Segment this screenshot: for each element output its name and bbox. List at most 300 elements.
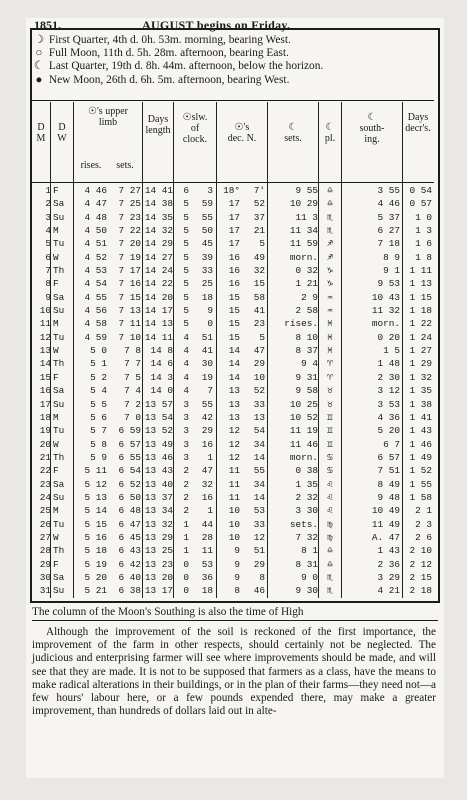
cell-moon-southing: 2 30 — [377, 371, 400, 383]
cell-slow-sec: 45 — [201, 238, 213, 250]
table-row — [32, 331, 434, 344]
cell-moon-southing: 9 53 — [377, 278, 400, 290]
cell-dec-min: 49 — [253, 251, 265, 263]
cell-slow-min: 3 — [183, 425, 189, 437]
table-row — [32, 197, 434, 210]
cell-dec-deg: 16 — [228, 251, 240, 263]
full-moon-icon: ○ — [35, 47, 43, 60]
cell-days-length: 14 22 — [144, 278, 173, 290]
cell-day: 11 — [39, 318, 51, 330]
cell-slow-sec: 16 — [201, 491, 213, 503]
cell-moon-southing: 8 49 — [377, 478, 400, 490]
cell-moon-sets: 10 52 — [289, 411, 318, 423]
cell-weekday: Th — [53, 451, 65, 463]
table-row — [32, 411, 434, 424]
table-row — [32, 424, 434, 437]
cell-day: 29 — [39, 558, 51, 570]
cell-weekday: Tu — [53, 331, 65, 343]
cell-dec-min: 34 — [253, 478, 265, 490]
cell-dec-deg: 10 — [228, 518, 240, 530]
cell-moon-sets: 9 0 — [301, 571, 318, 583]
cell-slow-sec: 29 — [201, 425, 213, 437]
cell-sun-rises: 5 18 — [84, 545, 107, 557]
cell-dec-deg: 17 — [228, 225, 240, 237]
cell-days-decrease: 1 29 — [409, 358, 432, 370]
cell-slow-min: 2 — [183, 491, 189, 503]
cell-moon-sets: 11 46 — [289, 438, 318, 450]
cell-slow-min: 5 — [183, 291, 189, 303]
table-row — [32, 237, 434, 250]
new-moon-icon: ● — [35, 73, 43, 86]
cell-moon-sets: 7 32 — [295, 531, 318, 543]
cell-days-decrease: 1 3 — [415, 225, 432, 237]
cell-slow-min: 3 — [183, 411, 189, 423]
table-row — [32, 317, 434, 330]
table-row — [32, 518, 434, 531]
cell-moon-sets: 8 1 — [301, 545, 318, 557]
table-row — [32, 398, 434, 411]
cell-moon-southing: A. 47 — [371, 531, 400, 543]
cell-moon-southing: 11 49 — [371, 518, 400, 530]
cell-days-length: 14 11 — [144, 331, 173, 343]
cell-days-length: 13 54 — [144, 411, 173, 423]
cell-moon-southing: 4 46 — [377, 198, 400, 210]
cell-slow-sec: 51 — [201, 331, 213, 343]
cell-days-length: 13 57 — [144, 398, 173, 410]
cell-slow-sec: 53 — [201, 558, 213, 570]
cell-day: 31 — [39, 585, 51, 597]
cell-moon-sets: 11 59 — [289, 238, 318, 250]
cell-dec-min: 37 — [253, 211, 265, 223]
cell-weekday: Su — [53, 585, 65, 597]
cell-day: 14 — [39, 358, 51, 370]
cell-moon-place: ♎ — [327, 558, 333, 570]
cell-days-decrease: 1 13 — [409, 278, 432, 290]
cell-moon-place: ♐ — [327, 251, 333, 263]
cell-weekday: Su — [53, 211, 65, 223]
cell-days-decrease: 1 52 — [409, 465, 432, 477]
phase-new-moon — [32, 74, 434, 87]
cell-sun-rises: 5 20 — [84, 571, 107, 583]
cell-weekday: Su — [53, 398, 65, 410]
cell-days-length: 14 20 — [144, 291, 173, 303]
cell-sun-sets: 6 38 — [118, 585, 141, 597]
cell-moon-place: ♌ — [327, 505, 333, 517]
cell-days-length: 14 3 — [150, 371, 173, 383]
cell-sun-sets: 6 43 — [118, 545, 141, 557]
cell-moon-sets: 3 30 — [295, 505, 318, 517]
cell-slow-sec: 25 — [201, 278, 213, 290]
cell-moon-place: ♏ — [327, 211, 333, 223]
cell-dec-deg: 9 — [234, 545, 240, 557]
table-row — [32, 438, 434, 451]
cell-dec-min: 46 — [253, 585, 265, 597]
cell-slow-min: 2 — [183, 478, 189, 490]
cell-slow-sec: 19 — [201, 371, 213, 383]
cell-sun-rises: 5 16 — [84, 531, 107, 543]
cell-days-length: 14 17 — [144, 305, 173, 317]
cell-dec-deg: 17 — [228, 198, 240, 210]
cell-dec-min: 34 — [253, 438, 265, 450]
cell-dec-min: 21 — [253, 225, 265, 237]
cell-moon-sets: 9 4 — [301, 358, 318, 370]
cell-days-length: 14 13 — [144, 318, 173, 330]
cell-weekday: Tu — [53, 518, 65, 530]
cell-days-length: 14 6 — [150, 358, 173, 370]
cell-dec-deg: 11 — [228, 478, 240, 490]
cell-moon-sets: morn. — [289, 251, 318, 263]
cell-moon-place: ♒ — [327, 291, 333, 303]
cell-dec-min: 14 — [253, 491, 265, 503]
cell-days-decrease: 1 46 — [409, 438, 432, 450]
cell-dec-deg: 15 — [228, 331, 240, 343]
cell-days-decrease: 1 41 — [409, 411, 432, 423]
cell-slow-min: 4 — [183, 358, 189, 370]
cell-weekday: F — [53, 185, 59, 196]
cell-sun-rises: 4 50 — [84, 225, 107, 237]
cell-dec-min: 5 — [259, 331, 265, 343]
table-row — [32, 224, 434, 237]
table-row — [32, 504, 434, 517]
cell-days-length: 13 32 — [144, 518, 173, 530]
cell-dec-min: 29 — [253, 358, 265, 370]
cell-sun-sets: 7 8 — [124, 345, 141, 357]
cell-sun-rises: 4 48 — [84, 211, 107, 223]
col-days-decrease: Days decr's. — [405, 112, 431, 134]
table-row — [32, 211, 434, 224]
cell-day: 17 — [39, 398, 51, 410]
cell-days-length: 14 38 — [144, 198, 173, 210]
cell-days-length: 13 23 — [144, 558, 173, 570]
cell-dec-deg: 8 — [234, 585, 240, 597]
cell-sun-sets: 7 25 — [118, 198, 141, 210]
cell-weekday: M — [53, 225, 59, 237]
cell-sun-rises: 5 0 — [90, 345, 107, 357]
phase-last-quarter — [32, 60, 434, 73]
cell-weekday: Sa — [53, 478, 65, 490]
cell-moon-southing: 3 29 — [377, 571, 400, 583]
cell-days-length: 14 0 — [150, 385, 173, 397]
cell-slow-sec: 18 — [201, 585, 213, 597]
cell-days-decrease: 1 35 — [409, 385, 432, 397]
cell-days-decrease: 1 0 — [415, 211, 432, 223]
cell-day: 27 — [39, 531, 51, 543]
cell-moon-southing: 4 21 — [377, 585, 400, 597]
cell-moon-place: ♎ — [327, 198, 333, 210]
cell-sun-rises: 4 59 — [84, 331, 107, 343]
cell-sun-rises: 4 56 — [84, 305, 107, 317]
cell-days-decrease: 1 58 — [409, 491, 432, 503]
cell-day: 3 — [45, 211, 51, 223]
cell-weekday: Th — [53, 545, 65, 557]
cell-moon-sets: 9 30 — [295, 585, 318, 597]
cell-slow-min: 5 — [183, 238, 189, 250]
cell-slow-sec: 3 — [207, 185, 213, 196]
cell-sun-sets: 7 13 — [118, 305, 141, 317]
cell-slow-sec: 16 — [201, 438, 213, 450]
cell-dec-deg: 10 — [228, 505, 240, 517]
cell-moon-place: ♓ — [327, 318, 333, 330]
cell-dec-deg: 9 — [234, 558, 240, 570]
cell-dec-deg: 13 — [228, 385, 240, 397]
cell-sun-rises: 5 21 — [84, 585, 107, 597]
cell-day: 7 — [45, 265, 51, 277]
cell-slow-min: 5 — [183, 211, 189, 223]
cell-moon-sets: 11 19 — [289, 425, 318, 437]
cell-slow-sec: 11 — [201, 545, 213, 557]
phase-full-moon — [32, 47, 434, 60]
cell-days-length: 13 46 — [144, 451, 173, 463]
table-row — [32, 371, 434, 384]
cell-moon-place: ♊ — [327, 425, 333, 437]
cell-moon-sets: 8 10 — [295, 331, 318, 343]
cell-slow-min: 5 — [183, 265, 189, 277]
cell-weekday: M — [53, 411, 59, 423]
cell-moon-southing: 9 1 — [383, 265, 400, 277]
cell-slow-sec: 50 — [201, 225, 213, 237]
cell-days-decrease: 0 57 — [409, 198, 432, 210]
cell-dec-deg: 15 — [228, 318, 240, 330]
cell-weekday: Sa — [53, 291, 65, 303]
cell-sun-sets: 7 0 — [124, 411, 141, 423]
cell-moon-southing: 5 37 — [377, 211, 400, 223]
cell-moon-sets: 0 38 — [295, 465, 318, 477]
cell-days-decrease: 2 15 — [409, 571, 432, 583]
cell-sun-rises: 5 9 — [90, 451, 107, 463]
cell-weekday: M — [53, 318, 59, 330]
table-row — [32, 451, 434, 464]
cell-day: 10 — [39, 305, 51, 317]
cell-sun-sets: 6 55 — [118, 451, 141, 463]
cell-slow-sec: 39 — [201, 251, 213, 263]
essay-paragraph: Although the improvement of the soil is reckoned of the first importance, the improvement of the farm in other respects, should certainly not be neglected. The judicious and enterprising farmer will see where improvements should be made, and will see that they are made. It is not to be supposed that farmers as a class, have the means to make radical alterations in their buildings, or in the plan of their farms—they need not—a few hours' labour here, or a few pounds expended there, may make a greater improvement, than hundreds of dollars laid out in alte- — [32, 626, 436, 718]
cell-sun-rises: 4 47 — [84, 198, 107, 210]
cell-slow-sec: 9 — [207, 305, 213, 317]
cell-sun-sets: 7 20 — [118, 238, 141, 250]
cell-slow-sec: 42 — [201, 411, 213, 423]
cell-weekday: Su — [53, 305, 65, 317]
cell-moon-place: ♏ — [327, 225, 333, 237]
cell-day: 9 — [45, 291, 51, 303]
cell-moon-place: ♓ — [327, 345, 333, 357]
cell-weekday: Su — [53, 491, 65, 503]
col-slow-clock: ☉slw. of clock. — [182, 112, 208, 145]
table-row — [32, 264, 434, 277]
cell-dec-deg: 18° — [223, 185, 240, 196]
cell-days-decrease: 1 49 — [409, 451, 432, 463]
cell-slow-min: 4 — [183, 371, 189, 383]
cell-moon-place: ♎ — [327, 185, 333, 196]
cell-moon-place: ♌ — [327, 491, 333, 503]
col-day-week: D W — [57, 122, 67, 144]
cell-weekday: F — [53, 278, 59, 290]
cell-slow-min: 5 — [183, 225, 189, 237]
col-moon-place: ☾ pl. — [324, 122, 336, 144]
cell-slow-min: 4 — [183, 331, 189, 343]
cell-sun-sets: 7 17 — [118, 265, 141, 277]
cell-dec-deg: 11 — [228, 465, 240, 477]
col-day-month: D M — [36, 122, 46, 144]
cell-dec-deg: 17 — [228, 211, 240, 223]
phase-text: First Quarter, 4th d. 0h. 53m. morning, bearing West. — [48, 34, 291, 46]
cell-dec-deg: 15 — [228, 291, 240, 303]
cell-weekday: Sa — [53, 571, 65, 583]
cell-day: 20 — [39, 438, 51, 450]
cell-weekday: F — [53, 558, 59, 570]
cell-day: 26 — [39, 518, 51, 530]
col-moon-southing: ☾ south- ing. — [359, 112, 385, 145]
cell-moon-sets: 2 9 — [301, 291, 318, 303]
almanac-page — [26, 18, 444, 778]
cell-sun-sets: 7 7 — [124, 358, 141, 370]
cell-days-decrease: 2 18 — [409, 585, 432, 597]
cell-moon-southing: 11 32 — [371, 305, 400, 317]
cell-moon-sets: 10 25 — [289, 398, 318, 410]
cell-sun-sets: 6 54 — [118, 465, 141, 477]
col-sun-upper-limb: ☉'s upper limb — [88, 106, 128, 128]
cell-sun-rises: 5 14 — [84, 505, 107, 517]
cell-dec-deg: 13 — [228, 411, 240, 423]
cell-moon-sets: rises. — [284, 318, 318, 330]
cell-sun-sets: 6 48 — [118, 505, 141, 517]
cell-days-decrease: 1 55 — [409, 478, 432, 490]
cell-day: 19 — [39, 425, 51, 437]
cell-sun-sets: 6 50 — [118, 491, 141, 503]
cell-sun-sets: 6 47 — [118, 518, 141, 530]
table-row — [32, 344, 434, 357]
cell-dec-min: 7' — [253, 185, 265, 196]
cell-moon-place: ♊ — [327, 411, 333, 423]
cell-weekday: Th — [53, 358, 65, 370]
cell-slow-min: 1 — [183, 545, 189, 557]
southing-note: The column of the Moon's Southing is also the time of High — [32, 606, 438, 621]
cell-dec-min: 15 — [253, 278, 265, 290]
cell-moon-sets: 8 37 — [295, 345, 318, 357]
cell-slow-sec: 55 — [201, 211, 213, 223]
month-title: AUGUST begins on Friday. — [142, 18, 291, 32]
table-row — [32, 304, 434, 317]
cell-dec-min: 14 — [253, 451, 265, 463]
cell-slow-min: 6 — [183, 185, 189, 196]
cell-dec-deg: 17 — [228, 238, 240, 250]
cell-sun-sets: 7 11 — [118, 318, 141, 330]
phase-text: Last Quarter, 19th d. 8h. 44m. afternoon, below the horizon. — [48, 60, 324, 73]
cell-moon-southing: 3 12 — [377, 385, 400, 397]
cell-sun-rises: 5 6 — [90, 411, 107, 423]
cell-moon-place: ♊ — [327, 438, 333, 450]
cell-moon-place: ♑ — [327, 265, 333, 277]
cell-sun-sets: 7 5 — [124, 371, 141, 383]
cell-sun-rises: 5 4 — [90, 385, 107, 397]
cell-dec-deg: 13 — [228, 398, 240, 410]
cell-moon-place: ♐ — [327, 238, 333, 250]
table-row — [32, 531, 434, 544]
cell-days-decrease: 1 11 — [409, 265, 432, 277]
cell-weekday: W — [53, 345, 59, 357]
cell-slow-min: 0 — [183, 571, 189, 583]
table-row — [32, 478, 434, 491]
cell-dec-deg: 14 — [228, 371, 240, 383]
cell-days-length: 13 17 — [144, 585, 173, 597]
cell-sun-sets: 7 27 — [118, 185, 141, 196]
cell-moon-sets: 9 55 — [295, 185, 318, 196]
cell-sun-sets: 7 22 — [118, 225, 141, 237]
cell-day: 2 — [45, 198, 51, 210]
cell-slow-sec: 55 — [201, 398, 213, 410]
cell-days-length: 14 41 — [144, 185, 173, 196]
cell-days-decrease: 1 22 — [409, 318, 432, 330]
cell-moon-place: ♉ — [327, 385, 333, 397]
cell-weekday: M — [53, 505, 59, 517]
table-row — [32, 291, 434, 304]
cell-days-length: 14 27 — [144, 251, 173, 263]
table-row — [32, 251, 434, 264]
cell-days-decrease: 2 6 — [415, 531, 432, 543]
cell-day: 23 — [39, 478, 51, 490]
cell-dec-min: 58 — [253, 291, 265, 303]
col-days-length: Days length — [145, 114, 171, 136]
cell-days-length: 13 43 — [144, 465, 173, 477]
cell-weekday: F — [53, 465, 59, 477]
cell-moon-southing: 2 36 — [377, 558, 400, 570]
cell-moon-southing: 0 20 — [377, 331, 400, 343]
cell-moon-sets: 1 21 — [295, 278, 318, 290]
cell-moon-sets: 2 58 — [295, 305, 318, 317]
cell-moon-southing: 6 57 — [377, 451, 400, 463]
cell-slow-sec: 30 — [201, 358, 213, 370]
essay-text — [32, 626, 436, 718]
cell-sun-sets: 6 40 — [118, 571, 141, 583]
cell-slow-min: 4 — [183, 385, 189, 397]
cell-slow-min: 5 — [183, 278, 189, 290]
cell-sun-sets: 6 52 — [118, 478, 141, 490]
cell-days-decrease: 1 8 — [415, 251, 432, 263]
cell-dec-min: 33 — [253, 398, 265, 410]
cell-days-length: 14 32 — [144, 225, 173, 237]
cell-days-decrease: 1 43 — [409, 425, 432, 437]
col-sun-rises: rises. — [80, 160, 102, 171]
cell-moon-sets: 11 34 — [289, 225, 318, 237]
cell-moon-place: ♈ — [327, 371, 333, 383]
cell-moon-place: ♑ — [327, 278, 333, 290]
cell-days-decrease: 1 38 — [409, 398, 432, 410]
column-headers — [32, 102, 434, 183]
cell-dec-min: 12 — [253, 531, 265, 543]
cell-dec-min: 55 — [253, 465, 265, 477]
phase-text: Full Moon, 11th d. 5h. 28m. afternoon, bearing East. — [48, 47, 289, 60]
cell-days-decrease: 1 15 — [409, 291, 432, 303]
year-label: 1851. — [34, 18, 61, 32]
cell-days-decrease: 2 12 — [409, 558, 432, 570]
cell-day: 24 — [39, 491, 51, 503]
cell-day: 22 — [39, 465, 51, 477]
cell-slow-sec: 18 — [201, 291, 213, 303]
cell-weekday: W — [53, 438, 59, 450]
cell-moon-southing: 4 36 — [377, 411, 400, 423]
cell-sun-rises: 4 52 — [84, 251, 107, 263]
col-sun-declination: ☉'s dec. N. — [227, 122, 257, 144]
cell-moon-southing: 6 27 — [377, 225, 400, 237]
cell-day: 6 — [45, 251, 51, 263]
cell-weekday: Tu — [53, 238, 65, 250]
cell-slow-sec: 32 — [201, 478, 213, 490]
cell-slow-min: 1 — [183, 518, 189, 530]
cell-moon-southing: 7 18 — [377, 238, 400, 250]
cell-day: 30 — [39, 571, 51, 583]
cell-dec-min: 47 — [253, 345, 265, 357]
cell-sun-sets: 6 42 — [118, 558, 141, 570]
cell-sun-rises: 4 51 — [84, 238, 107, 250]
